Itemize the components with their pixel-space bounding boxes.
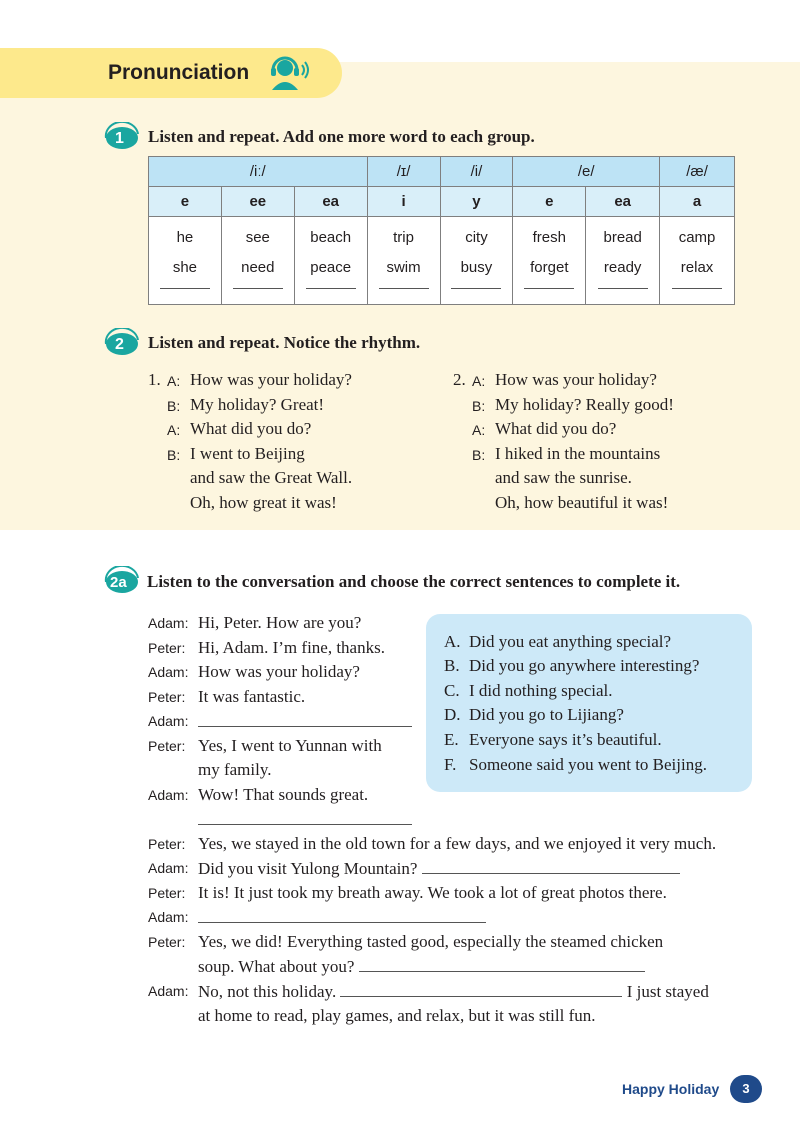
line-text-part: Did you visit Yulong Mountain? [198, 859, 418, 878]
dialogue-line: How was your holiday? [190, 370, 352, 389]
answer-blank[interactable] [379, 285, 429, 289]
line-text: Wow! That sounds great. [198, 785, 369, 804]
word-group [149, 217, 222, 305]
answer-blank[interactable] [359, 956, 645, 972]
headset-speaker-icon [268, 56, 310, 92]
word-group [440, 217, 513, 305]
line-text-part: soup. What about you? [198, 957, 355, 976]
instruction-2a: Listen to the conversation and choose the correct sentences to complete it. [147, 572, 681, 591]
option-text: Did you eat anything special? [469, 632, 672, 651]
letter-cell: i [367, 187, 440, 217]
line-text: Hi, Peter. How are you? [198, 613, 362, 632]
section-title: Pronunciation [108, 61, 250, 84]
ipa-row [149, 157, 735, 187]
dialogue-line: I hiked in the mountains [495, 443, 661, 463]
speaker: Adam: [148, 664, 189, 680]
line-text: Yes, we did! Everything tasted good, especially the steamed chicken [198, 932, 664, 951]
answer-blank[interactable] [160, 285, 210, 289]
dialogue-line: I went to Beijing [190, 443, 305, 463]
option-text: I did nothing special. [469, 681, 613, 700]
option-letter: E. [444, 730, 459, 749]
speaker: Peter: [148, 689, 186, 705]
dialogue-line: What did you do? [495, 419, 617, 438]
word: beach [310, 229, 352, 246]
option-letter: D. [444, 705, 461, 724]
speaker: A: [167, 373, 181, 389]
line-text-part: I just stayed [626, 982, 709, 1001]
section-number-2a: 2a [110, 574, 127, 591]
dialogue-1 [148, 368, 428, 515]
word-group [513, 217, 586, 305]
speaker: Peter: [148, 885, 186, 901]
ipa-cell: /i/ [440, 157, 513, 187]
instruction-1: Listen and repeat. Add one more word to each group. [148, 127, 535, 146]
word-group [367, 217, 440, 305]
letter-cell: e [149, 187, 222, 217]
line-text [198, 907, 486, 928]
answer-blank[interactable] [198, 907, 486, 923]
instruction-2: Listen and repeat. Notice the rhythm. [148, 333, 421, 352]
word: trip [393, 229, 414, 246]
answer-blank[interactable] [451, 285, 501, 289]
speaker: Peter: [148, 934, 186, 950]
ipa-cell: /e/ [513, 157, 660, 187]
answer-blank[interactable] [598, 285, 648, 289]
speaker: A: [472, 422, 486, 438]
dialogue-line: How was your holiday? [495, 370, 657, 389]
word: busy [460, 259, 493, 276]
vowel-table [148, 156, 735, 305]
word-group [221, 217, 294, 305]
line-text: Yes, we stayed in the old town for a few days, and we enjoyed it very much. [198, 834, 717, 853]
line-text [198, 809, 412, 830]
word: forget [530, 259, 569, 276]
speaker: A: [167, 422, 181, 438]
line-text-part: No, not this holiday. [198, 982, 337, 1001]
option-letter: C. [444, 681, 460, 700]
answer-blank[interactable] [198, 711, 412, 727]
ipa-cell: /æ/ [660, 157, 735, 187]
word: swim [386, 259, 421, 276]
line-text [198, 981, 709, 1002]
line-text: It was fantastic. [198, 687, 306, 706]
answer-blank[interactable] [233, 285, 283, 289]
dialogue-line: My holiday? Really good! [495, 394, 674, 414]
line-text [198, 858, 680, 879]
answer-blank[interactable] [340, 981, 622, 997]
options-box [426, 614, 752, 792]
unit-title: Happy Holiday [622, 1081, 720, 1097]
letter-cell: y [440, 187, 513, 217]
option-letter: B. [444, 656, 460, 675]
word-group [660, 217, 735, 305]
speaker: Peter: [148, 640, 186, 656]
letter-cell: e [513, 187, 586, 217]
line-text [198, 956, 645, 977]
dialogue-line: and saw the sunrise. [495, 468, 632, 487]
answer-blank[interactable] [524, 285, 574, 289]
ipa-cell: /ɪ/ [367, 157, 440, 187]
line-text [198, 711, 412, 732]
speaker: Peter: [148, 836, 186, 852]
speaker: Adam: [148, 713, 189, 729]
word: peace [310, 259, 352, 276]
word: bread [603, 229, 642, 246]
dialogue-line: Oh, how great it was! [190, 492, 337, 512]
word: camp [678, 229, 716, 246]
answer-blank[interactable] [198, 809, 412, 825]
dialogue-2 [453, 368, 753, 515]
speaker: B: [167, 397, 181, 414]
word: fresh [532, 229, 566, 246]
speaker: Adam: [148, 787, 189, 803]
page-number: 3 [730, 1075, 762, 1103]
option-text: Did you go to Lijiang? [469, 705, 624, 724]
answer-blank[interactable] [306, 285, 356, 289]
speaker: Adam: [148, 860, 189, 876]
speaker: Adam: [148, 983, 189, 999]
speaker: B: [167, 446, 181, 463]
word-group [586, 217, 660, 305]
word-group [294, 217, 367, 305]
word: city [465, 229, 488, 246]
letter-cell: ee [221, 187, 294, 217]
letter-cell: ea [294, 187, 367, 217]
speaker: Adam: [148, 909, 189, 925]
letter-cell: ea [586, 187, 660, 217]
line-text: It is! It just took my breath away. We took a lot of great photos there. [198, 883, 667, 902]
answer-blank[interactable] [422, 858, 680, 874]
line-text: Hi, Adam. I’m fine, thanks. [198, 638, 385, 657]
word: ready [603, 259, 642, 276]
answer-blank[interactable] [672, 285, 722, 289]
line-text: How was your holiday? [198, 662, 360, 681]
option-text: Someone said you went to Beijing. [469, 755, 707, 774]
speaker: Peter: [148, 738, 186, 754]
dialogue-line: What did you do? [190, 419, 312, 438]
letter-cell: a [660, 187, 735, 217]
section-number-1: 1 [115, 130, 124, 147]
word: relax [680, 259, 714, 276]
line-text: my family. [198, 760, 272, 779]
option-text: Did you go anywhere interesting? [469, 656, 700, 675]
speaker: B: [472, 397, 486, 414]
word: he [176, 229, 194, 246]
speaker: A: [472, 373, 486, 389]
word: see [245, 229, 270, 246]
dialogue-number: 2. [453, 370, 466, 389]
dialogue-line: and saw the Great Wall. [190, 468, 353, 487]
word: she [172, 259, 198, 276]
word: need [241, 259, 275, 276]
section-number-2: 2 [115, 336, 124, 353]
dialogue-line: My holiday? Great! [190, 394, 325, 414]
speaker: Adam: [148, 615, 189, 631]
option-letter: F. [444, 755, 457, 774]
dialogue-line: Oh, how beautiful it was! [495, 492, 669, 512]
speaker: B: [472, 446, 486, 463]
words-row [149, 217, 735, 305]
ipa-cell: /iː/ [149, 157, 368, 187]
option-letter: A. [444, 632, 461, 651]
line-text: at home to read, play games, and relax, but it was still fun. [198, 1006, 596, 1025]
option-text: Everyone says it’s beautiful. [469, 730, 662, 749]
letter-row [149, 187, 735, 217]
line-text: Yes, I went to Yunnan with [198, 736, 382, 755]
dialogue-number: 1. [148, 370, 161, 389]
